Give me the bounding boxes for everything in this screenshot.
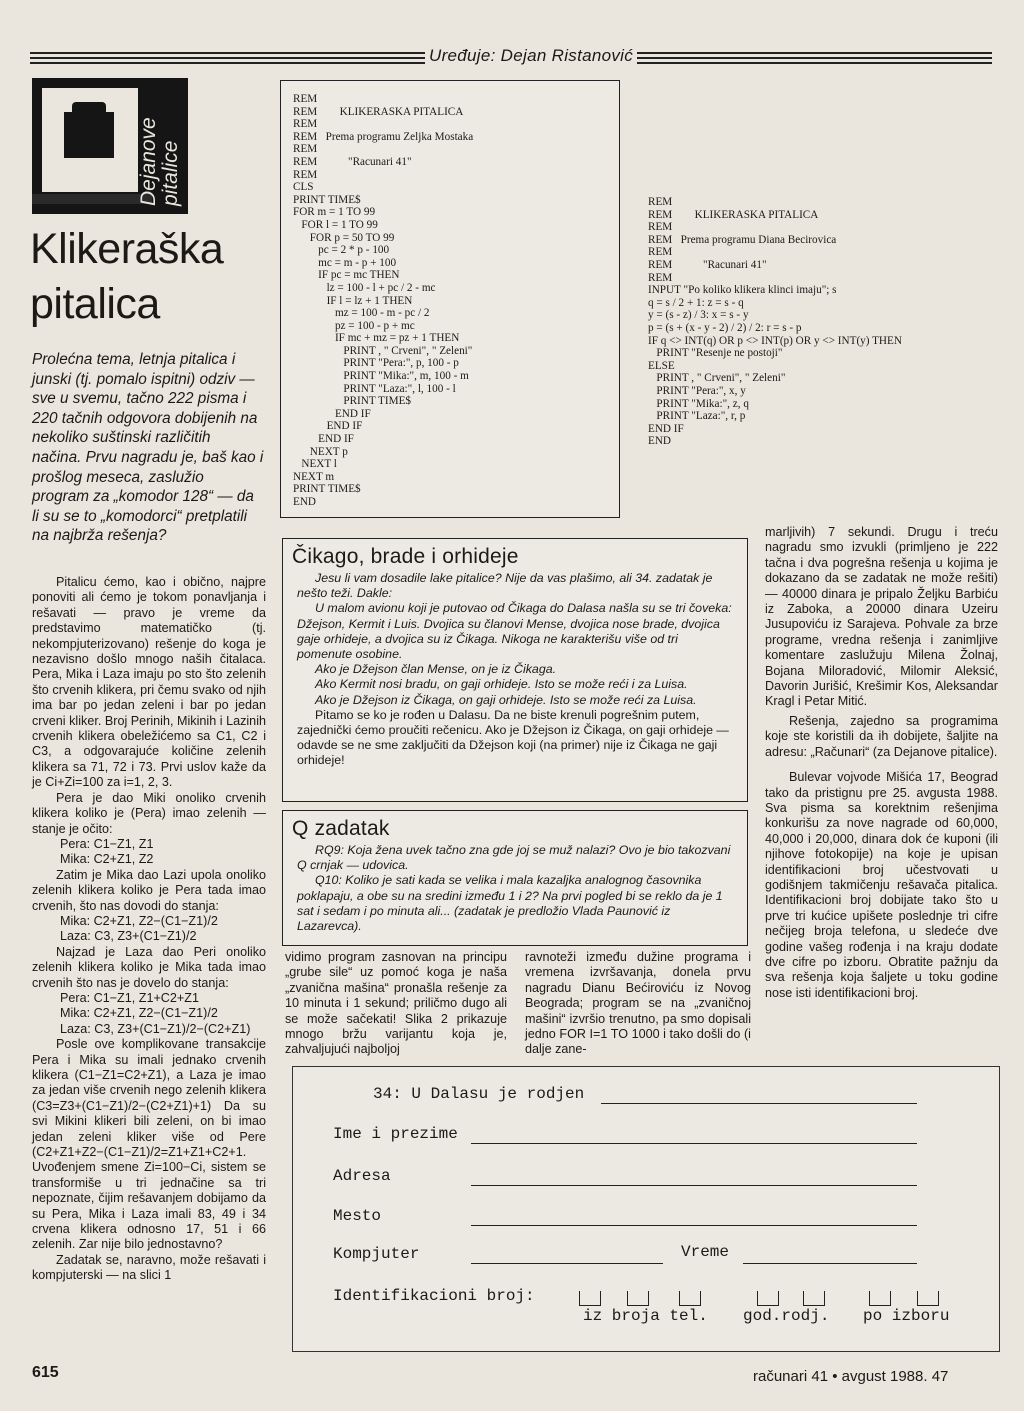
hint-year: god.rodj. — [743, 1307, 830, 1325]
paragraph: Posle ove komplikovane transakcije Pera i Mika su imali jednako crvenih klikera (C1−Z1=C2+Z1), a Laza je imao za jedan više crvenih nego zelenih klikera (C3=Z3+(C1−Z1)/2−(C2+Z1)+1) Da su svi Mikini klikeri bili zeleni, on bi imao jedan zeleni kliker više od Pere (C2+Z1+Z2−(C1−Z1)/2=Z1+Z1+C2+1. Uvođenjem smene Zi=100−Ci, sistem se transformiše u tri jednačine sa tri nepoznate, čijim rešavanjem dobijamo da su Pera, Mika i Laza imali 83, 49 i 34 crvena klikera odnosno 17, 51 i 66 zelenih. Zar nije bilo jednostavno? — [32, 1037, 266, 1252]
address-field[interactable] — [471, 1185, 917, 1186]
hint-choice: po izboru — [863, 1307, 950, 1325]
puzzle-text: Ako je Džejson član Mense, on je iz Čikaga. — [315, 662, 557, 677]
paragraph: marljivih) 7 sekundi. Drugu i treću nagradu smo izvukli (primljeno je 222 tačna i dva pogrešna rešenja u kojima je dokazano da se zadatak ne može rešiti) — 40000 dinara je pripalo Željku Barbiću iz Zaboka, a 20000 dinara Uzeiru Jusupoviću iz Sarajeva. Pohvale za brze programe, vredna rešenja i zanimljive komentare zaslužuju Milena Žolnaj, Bojana Miloradović, Milomir Aleksić, Davorin Jurišić, Krešimir Kos, Aleksandar Kragl i Petar Mitić. — [765, 525, 998, 709]
q-text: RQ9: Koja žena uvek tačno zna gde joj se muž nalazi? Ovo je bio takozvani Q crnjak — udovica. — [297, 843, 731, 873]
puzzle-text: Pitamo se ko je rođen u Dalasu. Da ne biste krenuli pogrešnim putem, zajednički ćemo proučiti rečenicu. Ako je Džejson iz Čikaga, on gaji orhideje — odavde se ne sme zaključiti da Džejson koji (na primer) nije iz Čikaga ne gaji orhideje! — [297, 707, 729, 768]
puzzle-text: Ako je Džejson iz Čikaga, on gaji orhideje. Isto se može reći za Luisa. — [315, 692, 697, 707]
q-puzzle-box — [282, 810, 748, 946]
equation-line: Laza: C3, Z3+(C1−Z1)/2 — [60, 929, 197, 944]
name-label: Ime i prezime — [333, 1125, 458, 1143]
computer-label: Kompjuter — [333, 1245, 420, 1263]
editor-credit: Uređuje: Dejan Ristanović — [425, 46, 637, 66]
equation-line: Pera: C1−Z1, Z1+C2+Z1 — [60, 990, 199, 1005]
puzzle-title: Čikago, brade i orhideje — [292, 545, 519, 568]
article-lead: Prolećna tema, letnja pitalica i junski (tj. pomalo ispitni) odziv — sve u svemu, tačno 222 pisma i 220 tačnih odgovora dobijenih na nekoliko suštinski različitih načina. Prvu nagradu je, baš kao i prošlog meseca, zaslužio program za „komodor 128“ — da li su se to „komodorci“ pretplatili na najbrža rešenja? — [32, 351, 264, 545]
paragraph: Najzad je Laza dao Peri onoliko zelenih klikera koliko je Mika tada imao crvenih što nas je dovelo do stanja: — [32, 944, 266, 990]
id-digit-box[interactable] — [627, 1291, 649, 1306]
right-column — [765, 525, 998, 1001]
paragraph: Rešenja, zajedno sa programima koje ste koristili da ih dobijete, šaljite na adresu: „Računari“ (za Dejanove pitalice). — [765, 713, 998, 759]
id-label: Identifikacioni broj: — [333, 1287, 535, 1305]
middle-column-b — [525, 950, 751, 1058]
puzzle-text: Ako Kermit nosi bradu, on gaji orhideje. Isto se može reći i za Luisa. — [315, 677, 688, 692]
id-digit-box[interactable] — [917, 1291, 939, 1306]
equation-line: Mika: C2+Z1, Z2−(C1−Z1)/2 — [60, 1006, 218, 1021]
coupon-question: 34: U Dalasu je rodjen — [373, 1085, 585, 1103]
article-title: Klikeraška pitalica — [30, 225, 224, 328]
answer-field[interactable] — [601, 1103, 917, 1104]
computer-hacker-icon — [42, 88, 138, 192]
time-label: Vreme — [681, 1243, 730, 1261]
page-number: 615 — [32, 1364, 59, 1381]
equation-line: Mika: C2+Z1, Z2 — [60, 852, 154, 867]
q-title: Q zadatak — [292, 817, 390, 840]
paragraph: Pitalicu ćemo, kao i obično, najpre ponoviti ali ćemo je tokom ponavljanja i rešavati — pravo je vreme da predstavimo matematičko (tj. nekompjuterizovano) rešenje do koga je nezavisno došlo mnogo naših čitalaca. Pera, Mika i Laza imaju po sto što zelenih što crvenih klikera, pri čemu svako od njih ima bar po jedan zeleni i bar po jedan crveni kliker. Broj Perinih, Mikinih i Lazinih crvenih klikera obeležićemo sa C1, C2 i C3, a odgovarajuće količine zelenih klikera sa 71, 72 i 73. Prvi uslov kaže da je Ci+Zi=100 za i=1, 2, 3. — [32, 575, 266, 790]
paragraph: Pera je dao Miki onoliko crvenih klikera koliko je (Pera) imao zelenih — stanje je očito: — [32, 790, 266, 836]
code-text: REM REM KLIKERASKA PITALICA REM REM Prema programu Zeljka Mostaka REM REM "Racunari 41" REM CLS PRINT TIME$ FOR m = 1 TO 99 FOR l = 1 TO 99 FOR p = 50 TO 99 pc = 2 * p - 100 mc = m - p + 100 IF pc = mc THEN lz = 100 - l + pc / 2 - mc IF l = lz + 1 THEN mz = 100 - m - pc / 2 pz = 100 - p + mc IF mc + mz = pz + 1 THEN PRINT , " Crveni", " Zeleni" PRINT "Pera:", p, 100 - p PRINT "Mika:", m, 100 - m PRINT "Laza:", l, 100 - l PRINT TIME$ END IF END IF END IF NEXT p NEXT l NEXT m PRINT TIME$ END — [293, 93, 474, 508]
id-digit-box[interactable] — [869, 1291, 891, 1306]
paragraph: Zadatak se, naravno, može rešavati i kompjuterski — na slici 1 — [32, 1252, 266, 1283]
paragraph: Bulevar vojvode Mišića 17, Beograd tako da pristignu pre 25. avgusta 1988. Sva pisma sa korektnim rešenjima konkurišu za nove nagrade od 60,000, 40,000 i 20,000, dinara dok će kuponi (ili njihove fotokopije) na koje je upisan identifikacioni broj učestvovati u godišnjem takmičenju rešavača pitalica. Identifikacioni broj dobijate tako što u prve tri kućice upišete poslednje tri cifre nečijeg broja telefona, u sledeće dve godine vašeg rođenja i na kraju dodate dve cifre po izboru. Obratite pažnju da sva rešenja koja šaljete u toku godine nose isti identifikacioni broj. — [765, 770, 998, 1000]
paragraph: ravnoteži između dužine programa i vremena izvršavanja, donela prvu nagradu Dianu Bećiroviću iz Novog Beograda; program se na „zvaničnoj mašini“ izvršio trenutno, pa smo dopisali jedno FOR I=1 TO 1000 i tako došli do (i dalje zane- — [525, 950, 751, 1057]
equation-line: Pera: C1−Z1, Z1 — [60, 836, 154, 851]
section-name: Dejanove pitalice — [137, 117, 182, 206]
middle-column-a — [285, 950, 507, 1058]
left-column — [32, 575, 266, 1284]
equation-line: Mika: C2+Z1, Z2−(C1−Z1)/2 — [60, 913, 218, 928]
paragraph: Zatim je Mika dao Lazi upola onoliko zelenih klikera koliko je Pera tada imao crvenih, što nas dovodi do stanja: — [32, 867, 266, 913]
city-field[interactable] — [471, 1225, 917, 1226]
time-field[interactable] — [743, 1263, 917, 1264]
id-digit-box[interactable] — [679, 1291, 701, 1306]
name-field[interactable] — [471, 1143, 917, 1144]
city-label: Mesto — [333, 1207, 382, 1225]
magazine-footer: računari 41 • avgust 1988. 47 — [753, 1368, 949, 1385]
section-logo — [32, 78, 188, 214]
paragraph: vidimo program zasnovan na principu „grube sile“ uz pomoć koga je naša „zvanična mašina“ pronašla rešenje za 10 minuta i 1 sekund; priličmo dugo ali se može sačekati! Slika 2 prikazuje mnogo bržu varijantu koja je, zahvaljujući najboljoj — [285, 950, 507, 1057]
q-text: Q10: Koliko je sati kada se velika i mala kazaljka analognog časovnika poklapaju, a obe su na sredini između 1 i 2? Na prvi pogled bi se reklo da je 1 sat i sedam i po minuta ali... (zadatak je predložio Vlada Paunović iz Lazarevca). — [297, 873, 723, 934]
puzzle-box — [282, 538, 748, 802]
computer-field[interactable] — [471, 1263, 663, 1264]
code-text: REM REM KLIKERASKA PITALICA REM REM Prema programu Diana Becirovica REM REM "Racunari 41" REM INPUT "Po koliko klikera klinci imaju"; s q = s / 2 + 1: z = s - q y = (s - z) / 3: x = s - y p = (s + (x - y - 2) / 2) / 2: r = s - p IF q <> INT(q) OR p <> INT(p) OR y <> INT(y) THEN PRINT "Resenje ne postoji" ELSE PRINT , " Crveni", " Zeleni" PRINT "Pera:", x, y PRINT "Mika:", z, q PRINT "Laza:", r, p END IF END — [648, 196, 902, 448]
equation-line: Laza: C3, Z3+(C1−Z1)/2−(C2+Z1) — [60, 1021, 251, 1036]
id-digit-box[interactable] — [579, 1291, 601, 1306]
id-digit-box[interactable] — [757, 1291, 779, 1306]
puzzle-text: U malom avionu koji je putovao od Čikaga do Dalasa našla su se tri čoveka: Džejson, Kermit i Luis. Dvojica su članovi Mense, dvojica nose brade, dvojica gaje orhideje, a dvojica su iz Čikaga. Nikoga ne karakterišu više od tri pomenute osobine. — [297, 601, 732, 662]
program-listing-2 — [640, 180, 902, 462]
hint-phone: iz broja tel. — [583, 1307, 708, 1325]
answer-coupon — [292, 1066, 1000, 1352]
program-listing-1 — [280, 80, 620, 518]
puzzle-intro: Jesu li vam dosadile lake pitalice? Nije da vas plašimo, ali 34. zadatak je nešto teži. Dakle: — [297, 571, 713, 601]
address-label: Adresa — [333, 1167, 391, 1185]
id-digit-box[interactable] — [803, 1291, 825, 1306]
